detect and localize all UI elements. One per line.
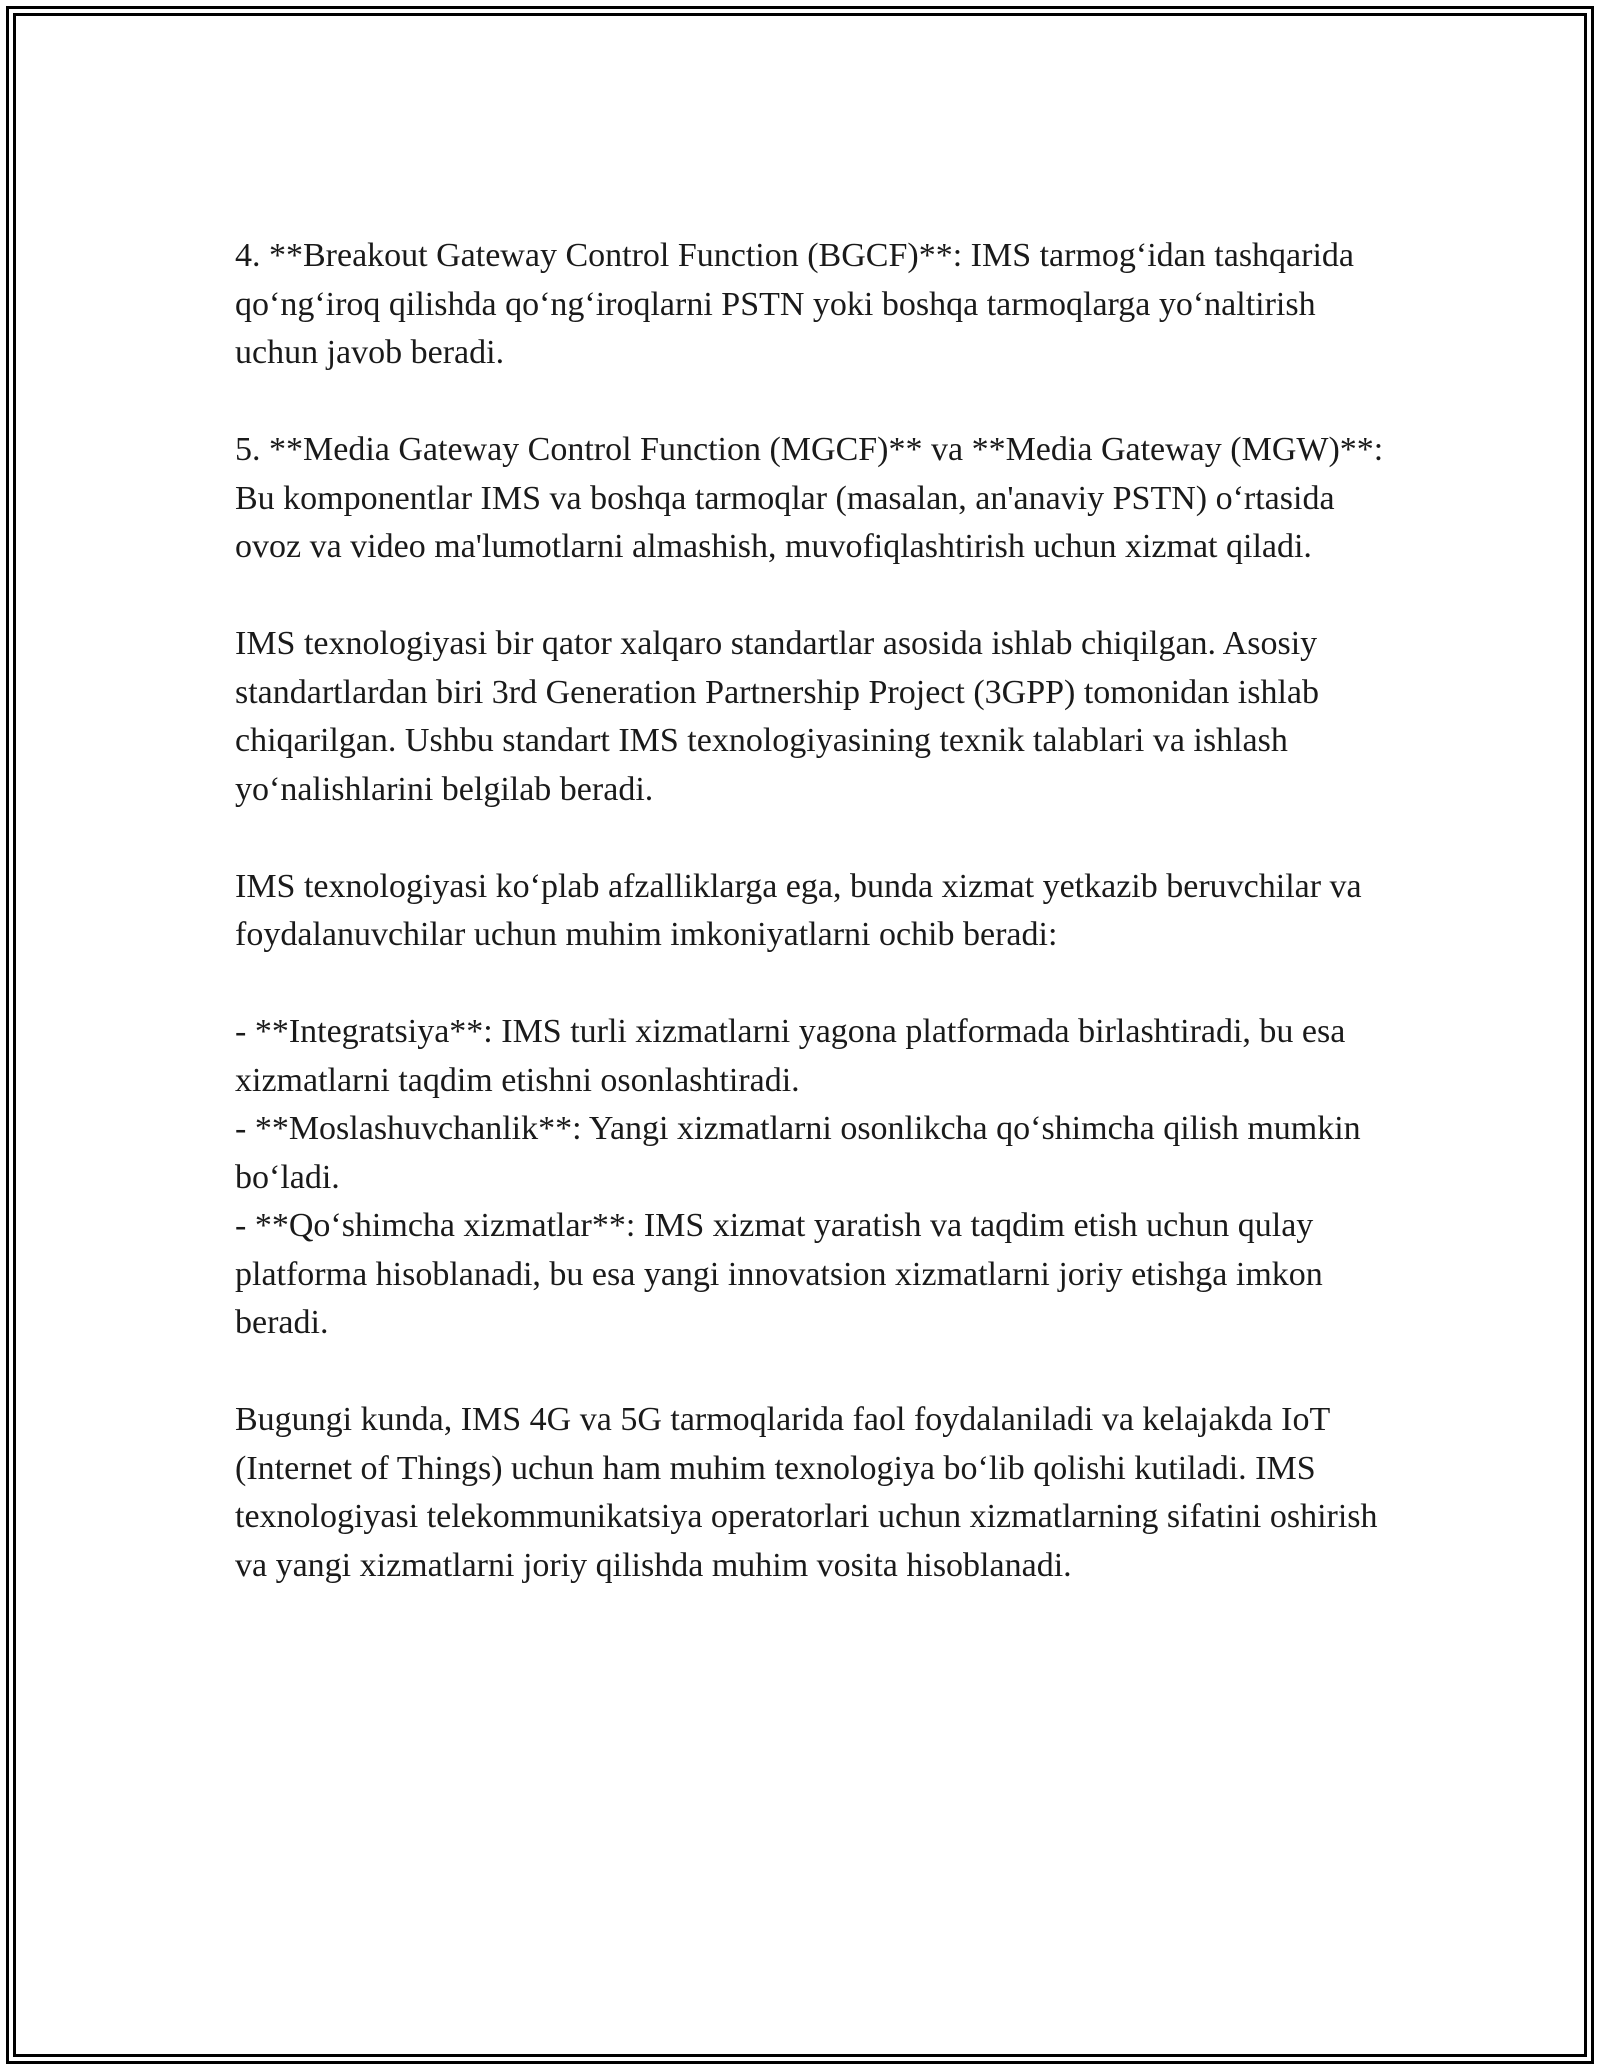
list-item-integration: - **Integratsiya**: IMS turli xizmatlarni yagona platformada birlashtiradi, bu esa xizmatlarni taqdim etishni osonlashtiradi. [235,1013,1346,1099]
paragraph-mgcf-mgw: 5. **Media Gateway Control Function (MGCF)** va **Media Gateway (MGW)**: Bu komponentlar IMS va boshqa tarmoqlar (masalan, an'anaviy PSTN) o‘rtasida ovoz va video ma'lumotlarni almashish, muvofiqlashtirish uchun xizmat qiladi. [235,431,1384,565]
advantages-list [235,1008,1385,1348]
paragraph-advantages-intro: IMS texnologiyasi ko‘plab afzalliklarga ega, bunda xizmat yetkazib beruvchilar va foydalanuvchilar uchun muhim imkoniyatlarni ochib beradi: [235,867,1362,953]
list-item-extra-services: - **Qo‘shimcha xizmatlar**: IMS xizmat yaratish va taqdim etish uchun qulay platforma hisoblanadi, bu esa yangi innovatsion xizmatlarni joriy etishga imkon beradi. [235,1207,1323,1341]
paragraph-closing: Bugungi kunda, IMS 4G va 5G tarmoqlarida faol foydalaniladi va kelajakda IoT (Internet of Things) uchun ham muhim texnologiya bo‘lib qolishi kutiladi. IMS texnologiyasi telekommunikatsiya operatorlari uchun xizmatlarning sifatini oshirish va yangi xizmatlarni joriy qilishda muhim vosita hisoblanadi. [235,1401,1378,1584]
paragraph-bgcf: 4. **Breakout Gateway Control Function (BGCF)**: IMS tarmog‘idan tashqarida qo‘ng‘iroq qilishda qo‘ng‘iroqlarni PSTN yoki boshqa tarmoqlarga yo‘naltirish uchun javob beradi. [235,237,1354,371]
document-body [235,232,1385,1639]
list-item-flexibility: - **Moslashuvchanlik**: Yangi xizmatlarni osonlikcha qo‘shimcha qilish mumkin bo‘ladi. [235,1110,1361,1196]
paragraph-standards: IMS texnologiyasi bir qator xalqaro standartlar asosida ishlab chiqilgan. Asosiy standartlardan biri 3rd Generation Partnership Project (3GPP) tomonidan ishlab chiqarilgan. Ushbu standart IMS texnologiyasining texnik talablari va ishlash yo‘nalishlarini belgilab beradi. [235,625,1319,808]
